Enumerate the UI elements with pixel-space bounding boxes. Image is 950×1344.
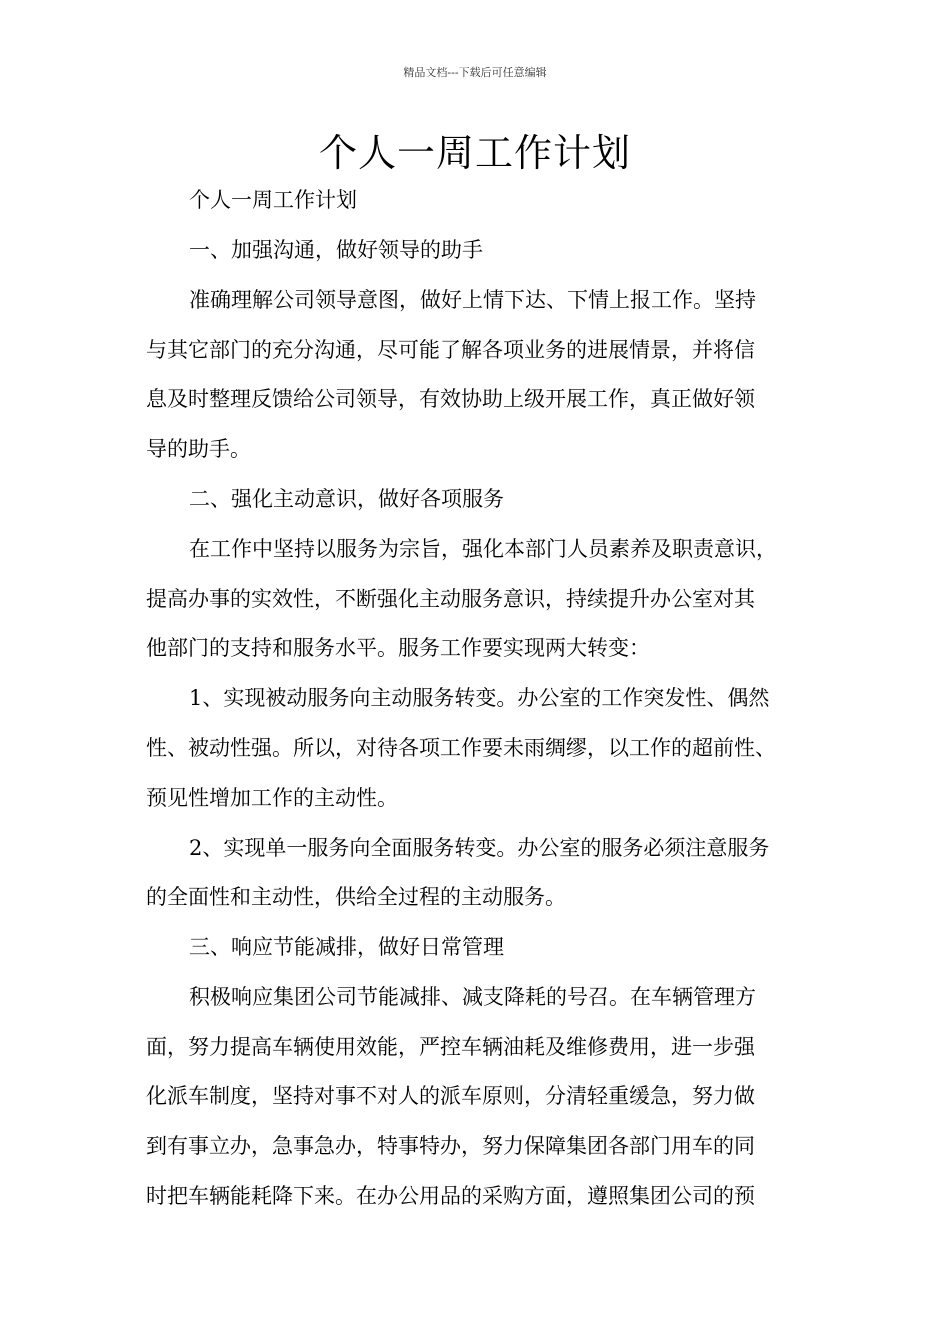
section-heading-3: 三、响应节能减排，做好日常管理 — [189, 935, 504, 959]
paragraph-line: 息及时整理反馈给公司领导，有效协助上级开展工作，真正做好领 — [146, 387, 755, 411]
paragraph-line: 准确理解公司领导意图，做好上情下达、下情上报工作。坚持 — [189, 288, 756, 312]
paragraph-line: 导的助手。 — [146, 437, 251, 461]
document-title: 个人一周工作计划 — [318, 131, 631, 175]
paragraph-line: 的全面性和主动性，供给全过程的主动服务。 — [146, 885, 566, 909]
section-heading-2: 二、强化主动意识，做好各项服务 — [189, 487, 504, 511]
paragraph-line: 在工作中坚持以服务为宗旨，强化本部门人员素养及职责意识， — [189, 537, 777, 561]
paragraph-line: 预见性增加工作的主动性。 — [146, 786, 398, 810]
paragraph-line: 与其它部门的充分沟通，尽可能了解各项业务的进展情景，并将信 — [146, 338, 755, 362]
paragraph-line: 性、被动性强。所以，对待各项工作要未雨绸缪，以工作的超前性、 — [146, 736, 776, 760]
section-heading-1: 一、加强沟通，做好领导的助手 — [189, 238, 483, 262]
paragraph-line: 1、实现被动服务向主动服务转变。办公室的工作突发性、偶然 — [189, 686, 770, 710]
paragraph-line: 积极响应集团公司节能减排、减支降耗的号召。在车辆管理方 — [189, 985, 756, 1009]
paragraph-line: 提高办事的实效性，不断强化主动服务意识，持续提升办公室对其 — [146, 587, 755, 611]
paragraph-line: 化派车制度，坚持对事不对人的派车原则，分清轻重缓急，努力做 — [146, 1084, 755, 1108]
paragraph-line: 到有事立办，急事急办，特事特办，努力保障集团各部门用车的同 — [146, 1134, 755, 1158]
subtitle-line: 个人一周工作计划 — [189, 188, 357, 212]
page-header: 精品文档---下载后可任意编辑 — [403, 66, 547, 79]
paragraph-line: 时把车辆能耗降下来。在办公用品的采购方面，遵照集团公司的预 — [146, 1184, 755, 1208]
paragraph-line: 他部门的支持和服务水平。服务工作要实现两大转变： — [146, 636, 650, 660]
paragraph-line: 面，努力提高车辆使用效能，严控车辆油耗及维修费用，进一步强 — [146, 1035, 755, 1059]
paragraph-line: 2、实现单一服务向全面服务转变。办公室的服务必须注意服务 — [189, 836, 770, 860]
